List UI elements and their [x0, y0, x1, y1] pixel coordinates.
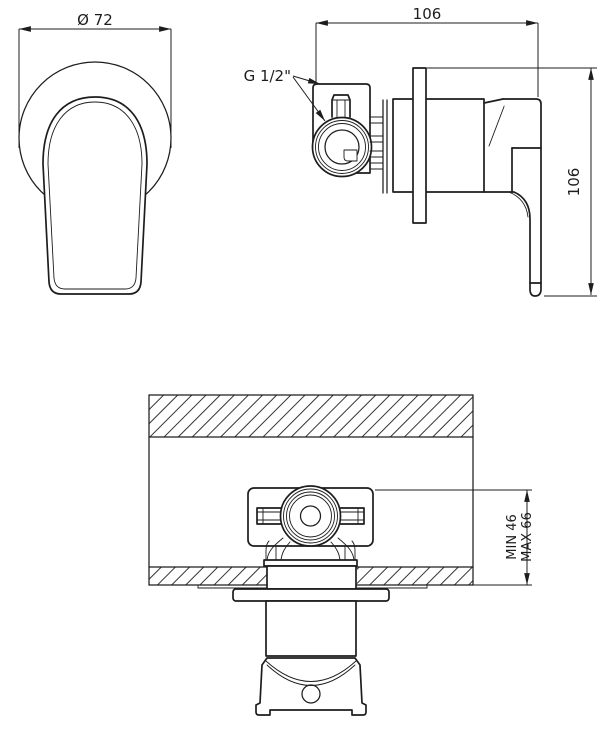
escutcheon-section [233, 589, 389, 601]
rough-in-valve-section [248, 486, 373, 589]
mounting-plate [264, 560, 357, 566]
threaded-stub [332, 95, 350, 117]
side-view [244, 5, 597, 296]
cartridge-boss-section [281, 486, 341, 546]
trim-sleeve [266, 601, 356, 656]
neck-cone-line [489, 104, 505, 146]
front-view [19, 11, 171, 294]
side-height-label: 106 [565, 167, 583, 197]
wall-hatch-inner-left [149, 567, 267, 585]
wall-hatch-outer [149, 395, 473, 437]
wall-collar [267, 566, 356, 589]
wall-hatch-inner-right [357, 567, 473, 585]
min-depth-label: MIN 46 [505, 514, 520, 560]
handle-side-outline [503, 99, 541, 296]
cartridge-housing [393, 99, 484, 192]
section-view [149, 395, 535, 715]
side-width-label: 106 [412, 5, 442, 23]
mounting-ribs [370, 100, 387, 193]
valve-body-side [313, 84, 388, 193]
thread-label: G 1/2" [243, 67, 291, 85]
front-diameter-label: Ø 72 [77, 11, 113, 29]
trim-and-handle-section [233, 589, 389, 715]
neck-top-edge [484, 99, 503, 103]
port-keyway [344, 150, 357, 161]
wall-plate-side [413, 68, 426, 223]
inlet-port-boss [313, 118, 372, 177]
handle-front-outer-outline [43, 97, 147, 294]
handle-side [484, 99, 541, 296]
max-depth-label: MAX 66 [520, 512, 535, 562]
